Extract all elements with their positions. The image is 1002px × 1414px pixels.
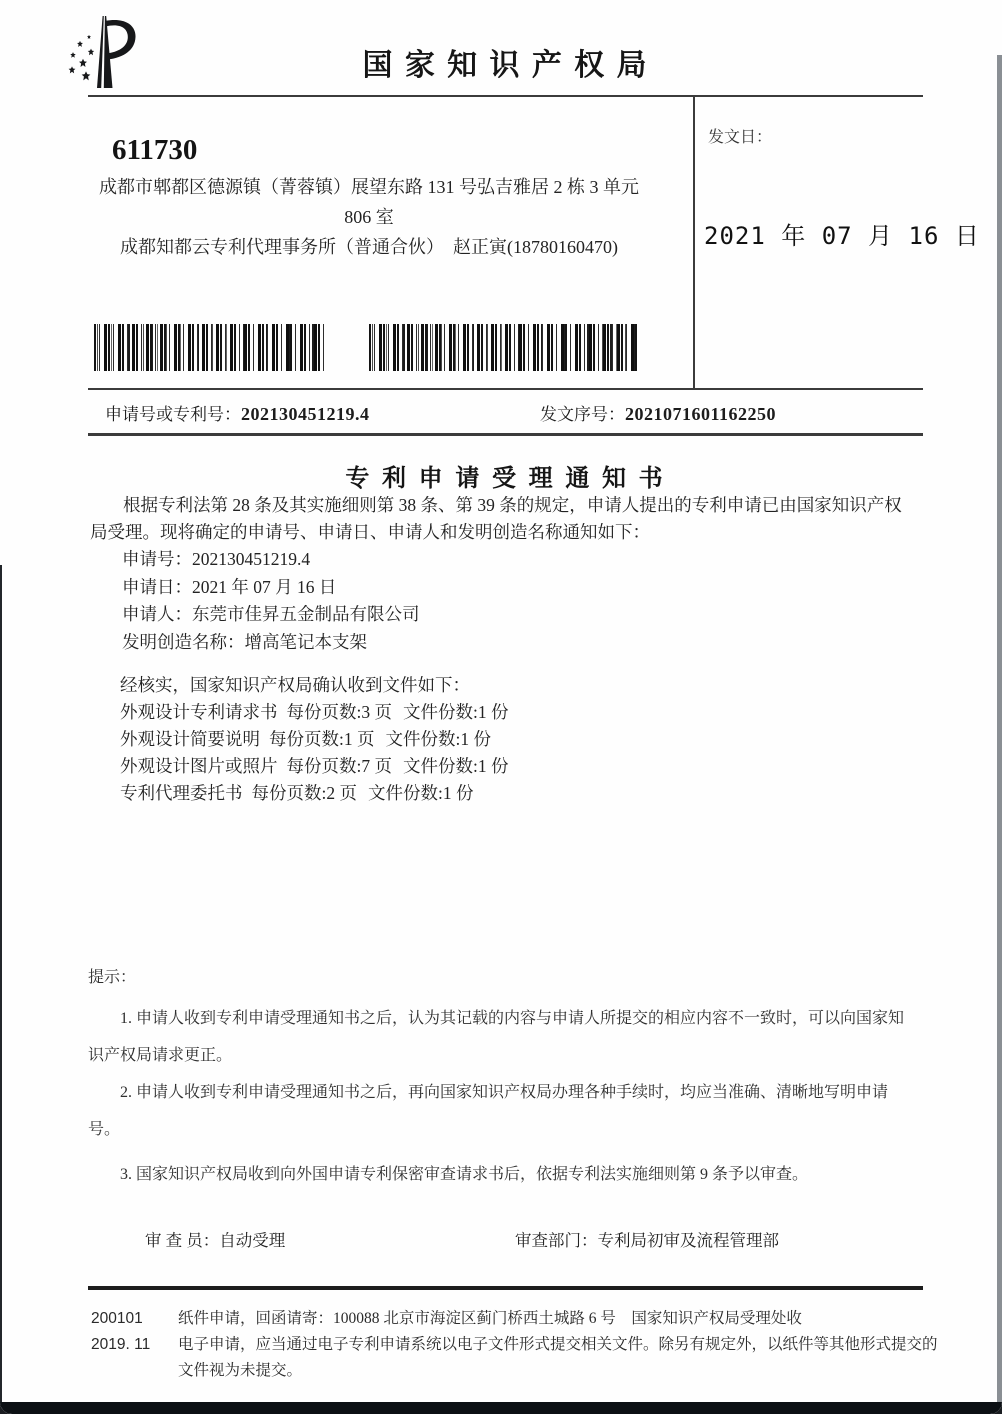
mailing-address-block — [95, 172, 643, 262]
received-intro: 经核实，国家知识产权局确认收到文件如下： — [120, 675, 470, 695]
field-applicant: 申请人：东莞市佳昇五金制品有限公司 — [122, 604, 420, 624]
address-line-2: 806 室 — [344, 207, 394, 227]
field-invention-title: 发明创造名称：增高笔记本支架 — [122, 631, 367, 652]
footer-rule — [88, 1286, 923, 1290]
footer-notes — [178, 1306, 946, 1384]
signoff-row — [88, 1226, 923, 1256]
scan-edge-left — [0, 565, 2, 1406]
electronic-filing-note: 电子申请，应当通过电子专利申请系统以电子文件形式提交相关文件。除另有规定外，以纸件等其他形式提交的文件视为未提交。 — [178, 1336, 938, 1379]
serial-barcode-icon — [369, 324, 637, 371]
agent-line: 成都知都云专利代理事务所（普通合伙） 赵正寅(18780160470) — [120, 237, 618, 257]
dispatch-date-value: 2021 年 07 月 16 日 — [704, 222, 980, 250]
form-code: 200101 — [91, 1310, 143, 1327]
application-number-label: 申请号或专利号： — [105, 405, 241, 424]
notice-intro-paragraph: 根据专利法第 28 条及其实施细则第 38 条、第 39 条的规定，申请人提出的专利申请已由国家知识产权局受理。现将确定的申请号、申请日、申请人和发明创造名称通知如下： — [90, 495, 902, 542]
scan-edge-right — [997, 55, 1002, 1406]
header-rule — [88, 95, 923, 97]
serial-number-value: 2021071601162250 — [625, 404, 777, 424]
department-value: 专利局初审及流程管理部 — [597, 1231, 779, 1250]
field-application-number: 申请号：202130451219.4 — [122, 549, 311, 569]
tip-item-2: 2. 申请人收到专利申请受理通知书之后，再向国家知识产权局办理各种手续时，均应当准确、清晰地写明申请号。 — [88, 1084, 889, 1138]
barcode-rule — [88, 388, 923, 390]
address-line-1: 成都市郫都区德源镇（菁蓉镇）展望东路 131 号弘吉雅居 2 栋 3 单元 — [99, 177, 639, 197]
tip-item-1: 1. 申请人收到专利申请受理通知书之后，认为其记载的内容与申请人所提交的相应内容不一致时，可以向国家知识产权局请求更正。 — [88, 1010, 905, 1064]
application-number-value: 202130451219.4 — [241, 404, 370, 424]
serial-number-label: 发文序号： — [540, 405, 625, 424]
tips-list — [88, 1000, 918, 1193]
scan-edge-bottom — [0, 1402, 1002, 1414]
tips-heading: 提示： — [88, 969, 137, 986]
agency-title: 国 家 知 识 产 权 局 — [362, 49, 649, 82]
postal-code: 611730 — [112, 134, 198, 166]
notice-title: 专 利 申 请 受 理 通 知 书 — [345, 465, 666, 492]
received-document-row: 外观设计简要说明 每份页数:1 页 文件份数:1 份 — [120, 729, 491, 749]
received-documents-block — [120, 672, 509, 807]
dispatch-date-label: 发文日： — [708, 129, 773, 146]
reference-row — [88, 398, 923, 430]
field-filing-date: 申请日：2021 年 07 月 16 日 — [122, 576, 337, 597]
form-code-block — [91, 1306, 150, 1358]
tip-item-3: 3. 国家知识产权局收到向外国申请专利保密审查请求书后，依据专利法实施细则第 9 条予以审查。 — [120, 1166, 809, 1183]
form-date: 2019. 11 — [91, 1336, 151, 1353]
received-document-row: 外观设计图片或照片 每份页数:7 页 文件份数:1 份 — [120, 756, 509, 776]
received-document-row: 专利代理委托书 每份页数:2 页 文件份数:1 份 — [120, 783, 474, 803]
paper-filing-note: 纸件申请，回函请寄：100088 北京市海淀区蓟门桥西土城路 6 号 国家知识产权局受理处收 — [178, 1310, 802, 1327]
application-fields — [122, 546, 420, 656]
application-barcode-icon — [94, 324, 325, 371]
date-box-divider — [693, 95, 695, 389]
reference-rule — [88, 433, 923, 436]
received-document-row: 外观设计专利请求书 每份页数:3 页 文件份数:1 份 — [120, 702, 509, 722]
examiner-label: 审 查 员： — [145, 1231, 220, 1250]
examiner-value: 自动受理 — [219, 1231, 286, 1250]
department-label: 审查部门： — [515, 1231, 598, 1250]
